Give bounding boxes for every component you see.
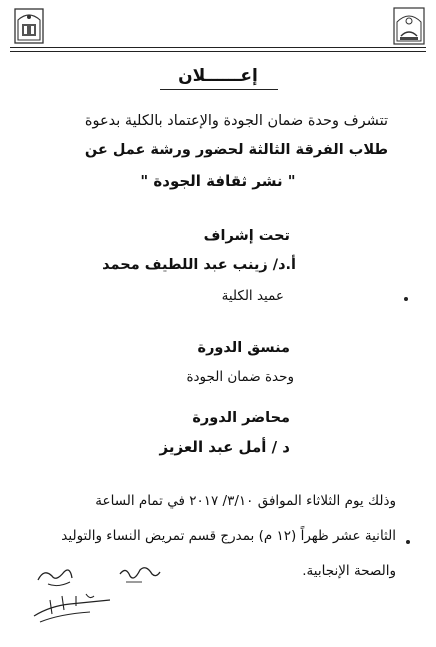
supervisor-name: أ.د/ زينب عبد اللطيف محمد <box>102 257 296 273</box>
margin-dot <box>404 297 408 301</box>
header-divider <box>10 47 426 48</box>
announcement-title: إعــــــلان <box>178 66 258 86</box>
intro-line-1: تتشرف وحدة ضمان الجودة والإعتماد بالكلية بدعوة <box>84 113 388 129</box>
coordinator-value: وحدة ضمان الجودة <box>186 369 294 385</box>
header-divider-thin <box>10 51 426 52</box>
footer-line-2: الثانية عشر ظهراً (١٢ م) بمدرج قسم تمريض النساء والتوليد <box>61 528 396 544</box>
title-underline <box>160 89 278 90</box>
coordinator-heading: منسق الدورة <box>197 340 290 356</box>
university-emblem-icon <box>392 6 426 46</box>
intro-line-2: طلاب الفرقة الثالثة لحضور ورشة عمل عن <box>84 142 388 158</box>
handwritten-signature-icon <box>30 556 180 640</box>
lecturer-name: د / أمل عبد العزيز <box>159 438 290 456</box>
lecturer-heading: محاضر الدورة <box>192 410 290 426</box>
university-crest-icon <box>12 6 46 46</box>
footer-line-1: وذلك يوم الثلاثاء الموافق ٣/١٠/ ٢٠١٧ في تمام الساعة <box>95 493 396 509</box>
margin-dot <box>406 540 410 544</box>
footer-line-3: والصحة الإنجابية. <box>302 563 396 579</box>
supervisor-role: عميد الكلية <box>221 288 284 304</box>
workshop-title: " نشر ثقافة الجودة " <box>140 172 296 190</box>
supervision-heading: تحت إشراف <box>203 228 290 244</box>
